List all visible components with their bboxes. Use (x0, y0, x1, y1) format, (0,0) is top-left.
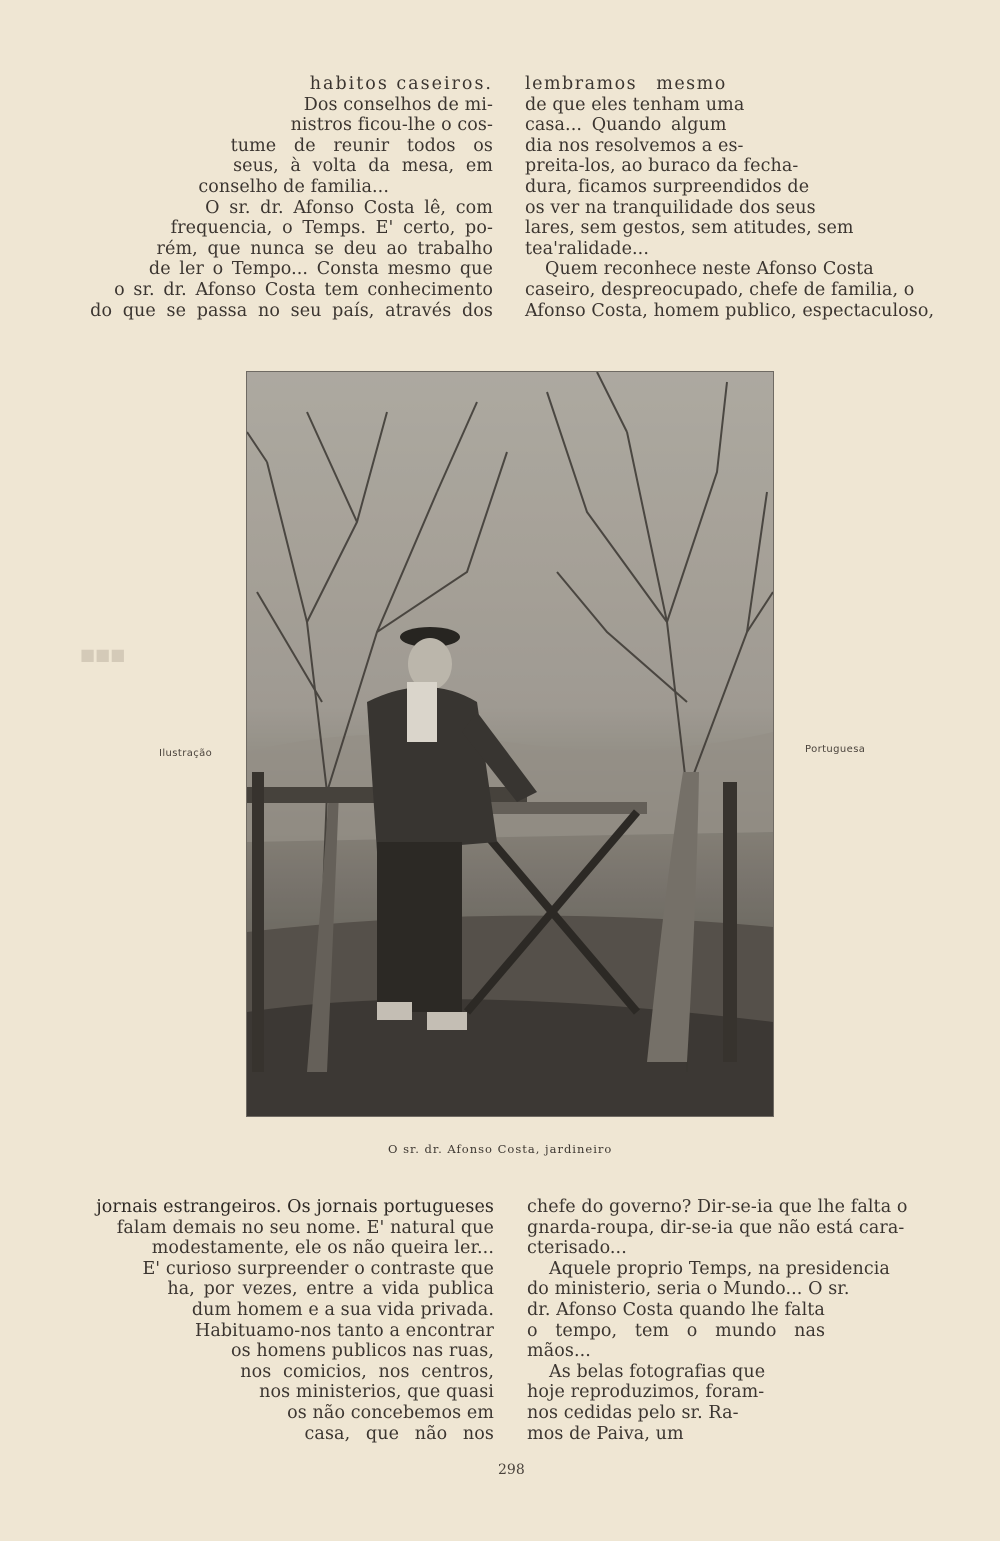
text-line: dia nos resolvemos a es- (525, 135, 744, 156)
text-line: habitos caseiros. (309, 74, 493, 94)
text-line: gnarda-roupa, dir-se-ia que não está cara- (527, 1217, 905, 1238)
text-line: conselho de familia... (198, 176, 389, 197)
text-line: Aquele proprio Temps, na presidencia (549, 1258, 890, 1279)
text-line: de ler o Tempo... Consta mesmo que (148, 259, 493, 280)
text-line: tea'ralidade... (525, 238, 650, 259)
text-line: Habituamo-nos tanto a encontrar (194, 1320, 494, 1341)
page-number: 298 (498, 1462, 525, 1478)
text-line: tume de reunir todos os (230, 135, 493, 156)
text-line: O sr. dr. Afonso Costa lê, com (205, 197, 493, 218)
text-line: Dos conselhos de mi- (303, 94, 493, 115)
text-line: dr. Afonso Costa quando lhe falta (527, 1299, 825, 1320)
text-column-bottom-right (527, 1197, 987, 1444)
text-line: caseiro, despreocupado, chefe de familia, o (525, 279, 915, 300)
text-line: de que eles tenham uma (525, 94, 745, 115)
side-label-right: Portuguesa (805, 744, 866, 755)
text-line: modestamente, ele os não queira ler... (151, 1238, 494, 1259)
text-line: frequencia, o Temps. E' certo, po- (170, 218, 493, 239)
text-line: dum homem e a sua vida privada. (191, 1299, 494, 1320)
text-line: cterisado... (527, 1238, 627, 1259)
text-column-top-right (525, 74, 985, 321)
text-line: os ver na tranquilidade dos seus (525, 197, 816, 218)
photograph-gardener (246, 371, 774, 1117)
text-line: do ministerio, seria o Mundo... O sr. (527, 1279, 850, 1300)
text-line: nos ministerios, que quasi (259, 1382, 494, 1403)
text-line: Afonso Costa, homem publico, espectaculoso, (525, 300, 935, 321)
text-line: mos de Paiva, um (527, 1423, 684, 1444)
text-line: chefe do governo? Dir-se-ia que lhe falta o (527, 1197, 908, 1217)
text-column-top-left (73, 74, 493, 321)
text-line: o sr. dr. Afonso Costa tem conhecimento (114, 279, 493, 300)
text-line: dura, ficamos surpreendidos de (525, 176, 810, 197)
text-line: lembramos mesmo (525, 74, 727, 94)
text-line: preita-los, ao buraco da fecha- (525, 156, 799, 177)
photo-caption: O sr. dr. Afonso Costa, jardineiro (388, 1142, 613, 1156)
text-line: As belas fotografias que (549, 1361, 766, 1382)
text-line: Quem reconhece neste Afonso Costa (545, 259, 874, 280)
text-line: falam demais no seu nome. E' natural que (116, 1217, 494, 1238)
text-line: mãos... (527, 1341, 591, 1362)
text-line: casa... Quando algum (525, 115, 727, 136)
text-line: rém, que nunca se deu ao trabalho (156, 238, 493, 259)
text-line: o tempo, tem o mundo nas (527, 1320, 826, 1341)
side-label-left: Ilustração (159, 748, 213, 759)
text-line: nos comicios, nos centros, (240, 1361, 494, 1382)
text-line: seus, à volta da mesa, em (233, 156, 493, 177)
text-line: do que se passa no seu país, através dos (90, 300, 493, 321)
text-line: os homens publicos nas ruas, (230, 1341, 494, 1362)
text-line: hoje reproduzimos, foram- (527, 1382, 765, 1403)
text-line: jornais estrangeiros. Os jornais portugueses (96, 1197, 494, 1217)
text-line: os não concebemos em (287, 1402, 494, 1423)
text-line: casa, que não nos (304, 1423, 494, 1444)
photo-illustration (247, 372, 773, 1116)
text-line: nistros ficou-lhe o cos- (290, 115, 493, 136)
text-line: E' curioso surpreender o contraste que (142, 1258, 494, 1279)
text-line: nos cedidas pelo sr. Ra- (527, 1402, 739, 1423)
bleed-through-marks: ■■■ (80, 645, 126, 664)
text-line: ha, por vezes, entre a vida publica (167, 1279, 494, 1300)
text-column-bottom-left (54, 1197, 494, 1444)
text-line: lares, sem gestos, sem atitudes, sem (525, 218, 854, 239)
